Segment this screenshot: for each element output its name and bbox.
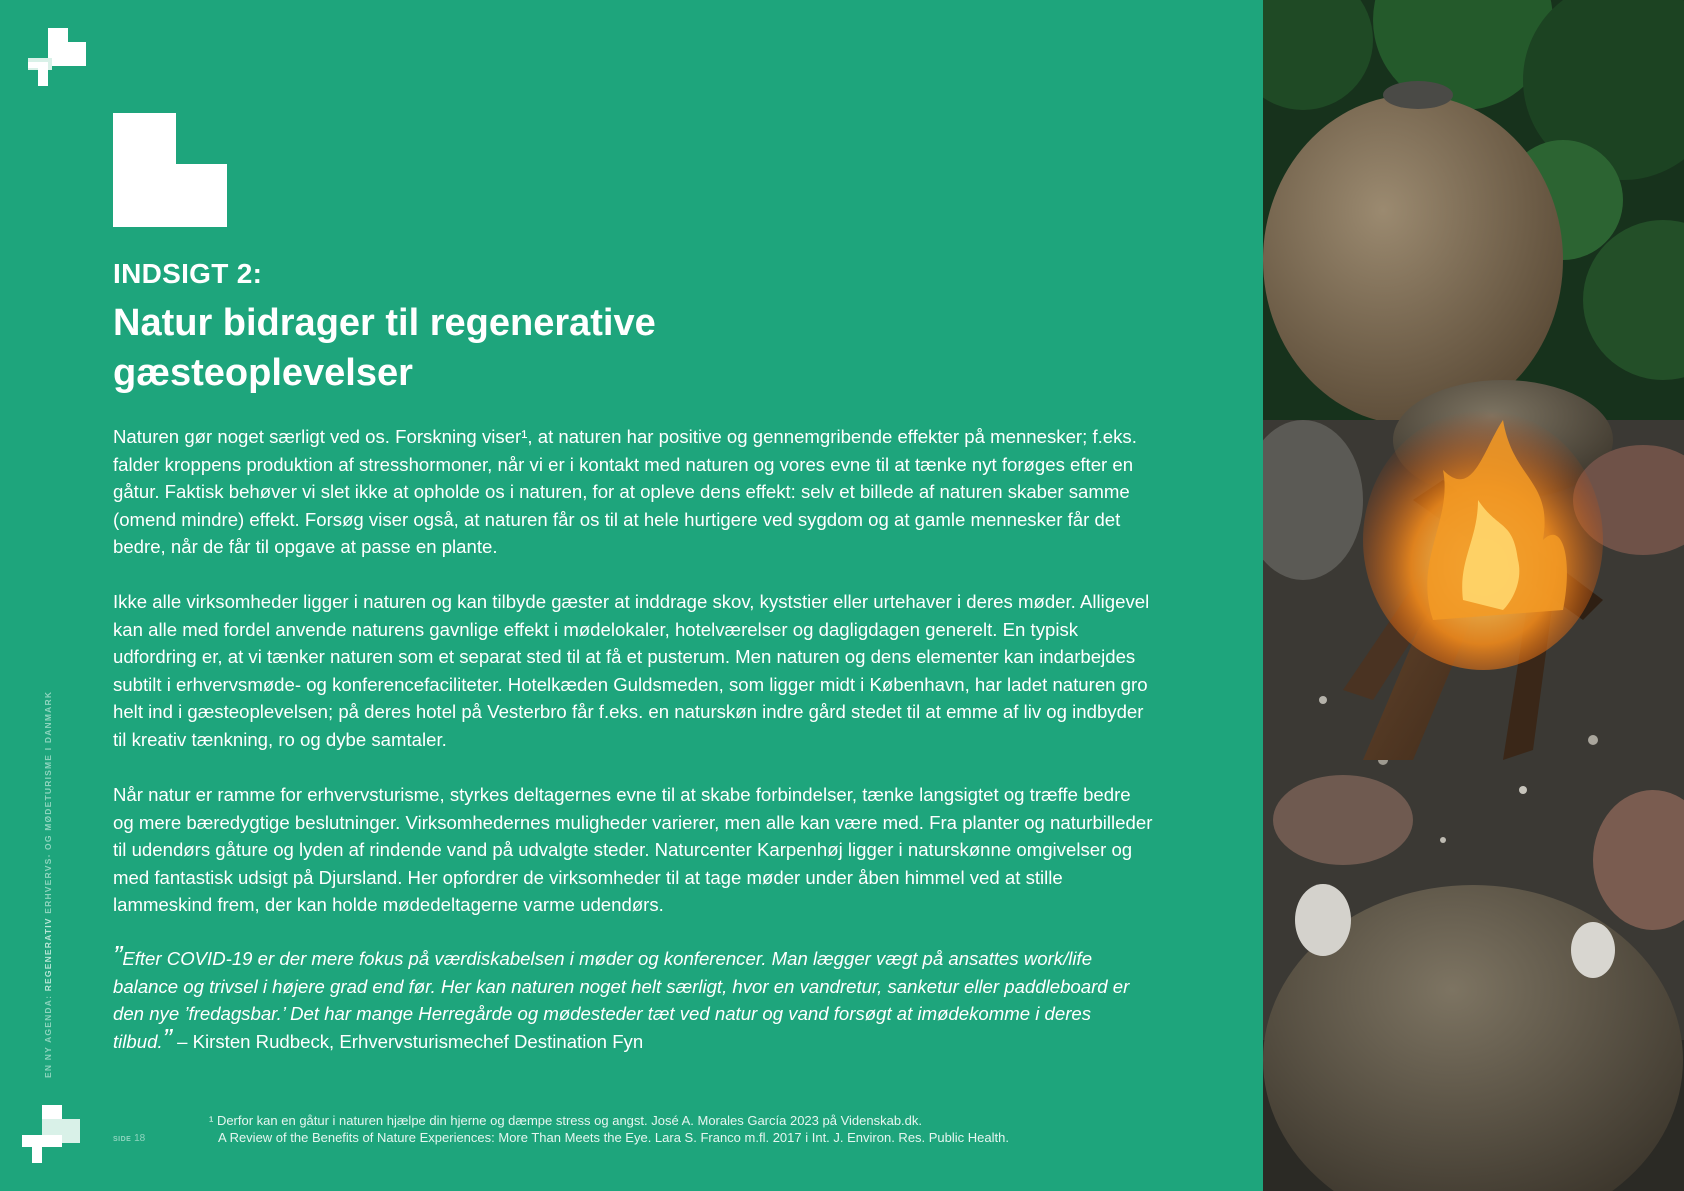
paragraph-3: Når natur er ramme for erhvervsturisme, styrkes deltagernes evne til at skabe forbindelser, tænke langsigtet og træffe bedre og mere bæredygtige beslutninger. Virksomhedernes muligheder varierer, men alle kan være med. Fra planter og naturbilleder til udendørs gåture og lyden af rindende vand på udvalgte steder. Naturcenter Karpenhøj ligger i naturskønne omgivelser og med fantastisk udsigt på Djursland. Her opfordrer de virksomheder til at tage møder under åben himmel ved at stille lammeskind frem, der kan holde mødedeltagerne varme udendørs. [113,784,1153,915]
page-number-value: 18 [134,1133,146,1144]
insight-block-icon [113,113,227,227]
publication-side-label [43,691,53,1078]
brand-logo-bottom-icon [22,1105,80,1163]
campfire-photo [1263,0,1684,1191]
page-label: SIDE [113,1136,132,1143]
footnotes [209,1112,1109,1146]
footnote-2: A Review of the Benefits of Nature Experiences: More Than Meets the Eye. Lara S. Franco m.fl. 2017 i Int. J. Environ. Res. Public Health. [218,1130,1009,1145]
side-label-suffix: ERHVERVS- OG MØDETURISME I DANMARK [43,690,53,918]
paragraph-2: Ikke alle virksomheder ligger i naturen og kan tilbyde gæster at inddrage skov, kyststier eller urtehaver i deres møder. Alligevel kan alle med fordel anvende naturens gavnlige effekt i mødelokaler, hotelværelser og dagligdagen generelt. En typisk udfordring er, at vi tænker naturen som et separat sted til at få et pusterum. Men naturen og dens elementer kan indarbejdes subtilt i erhvervsmøde- og konferencefaciliteter. Hotelkæden Guldsmeden, som ligger midt i København, har ladet naturen gro helt ind i gæsteoplevelsen; på deres hotel på Vesterbro får f.eks. en naturskøn indre gård stedet til at emme af liv og indbyder til kreativ tænkning, ro og dybe samtaler. [113,591,1150,750]
brand-logo-icon [28,28,86,86]
page-number [113,1133,145,1144]
footnote-1: ¹ Derfor kan en gåtur i naturen hjælpe din hjerne og dæmpe stress og angst. José A. Morales García 2023 på Videnskab.dk. [209,1113,923,1128]
side-label-bold: REGENERATIV [43,917,53,992]
paragraph-1: Naturen gør noget særligt ved os. Forskning viser¹, at naturen har positive og gennemgribende effekter på mennesker; f.eks. falder kroppens produktion af stresshormoner, når vi er i kontakt med naturen og vores evne til at tænke nyt forøges efter en gåtur. Faktisk behøver vi slet ikke at opholde os i naturen, for at opleve dens effekt: selv et billede af naturen skaber samme (omend mindre) effekt. Forsøg viser også, at naturen får os til at hele hurtigere ved sygdom og at gamle mennesker får det bedre, når de får til opgave at passe en plante. [113,426,1137,557]
page-title [113,298,933,398]
side-label-prefix: EN NY AGENDA: [43,991,53,1078]
quote-text: Efter COVID-19 er der mere fokus på værdiskabelsen i møder og konferencer. Man lægger vægt på ansattes work/life balance og trivsel i højere grad end før. Her kan naturen noget helt særligt, hvor en vandretur, sanketur eller paddleboard er den nye ’fredagsbar.’ Det har mange Herregårde og mødesteder tæt ved natur og vand forsøgt at imødekomme i deres tilbud. [113,948,1130,1052]
quote-close-mark: ” [162,1022,172,1054]
quote-block [113,940,1153,1055]
section-kicker: INDSIGT 2: [113,258,263,289]
title-line-1: Natur bidrager til regenerative [113,302,656,344]
quote-attribution: – Kirsten Rudbeck, Erhvervsturismechef Destination Fyn [171,1030,644,1052]
title-line-2: gæsteoplevelser [113,352,413,394]
quote-open-mark: ” [113,940,123,971]
